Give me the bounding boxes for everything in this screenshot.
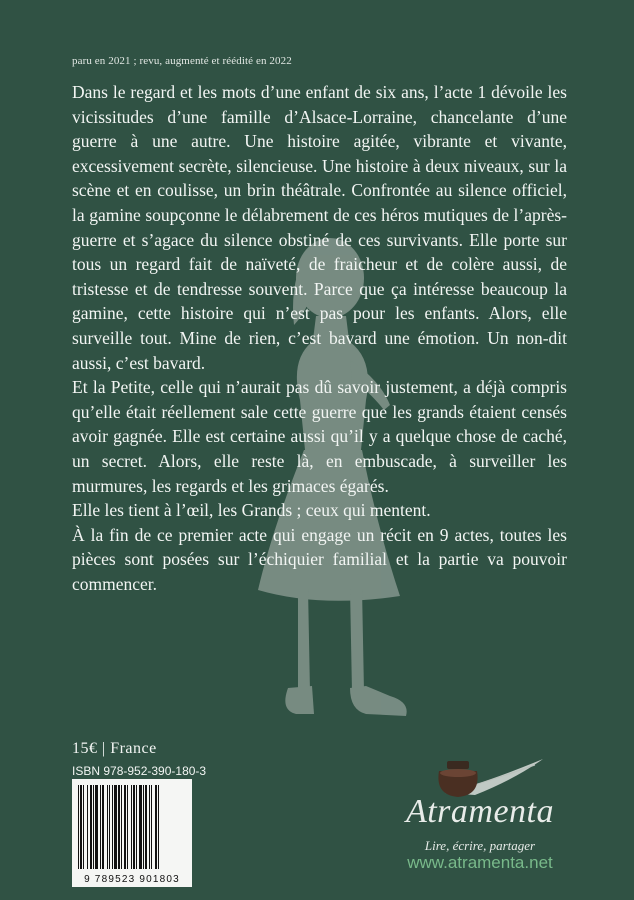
edition-note: paru en 2021 ; revu, augmenté et réédité en 2022 [72,55,292,67]
back-cover-blurb [72,80,567,596]
blurb-paragraph: Dans le regard et les mots d’une enfant de six ans, l’acte 1 dévoile les vicissitudes d’une famille d’Alsace-Lorraine, chancelante d’une guerre à une autre. Une histoire agitée, vibrante et vivante, excessivement secrète, silencieuse. Une histoire à deux niveaux, sur la scène et en coulisse, un brin théâtrale. Confrontée au silence officiel, la gamine soupçonne le délabrement de ces héros mutiques de l’après-guerre et s’agace du silence obstiné de ces survivants. Elle porte sur tous un regard fait de naïveté, de fraicheur et de colère aussi, de tristesse et de tendresse souvent. Parce que ça intéresse beaucoup la gamine, cette histoire qui n’est pas pour les enfants. Alors, elle surveille tout. Mine de rien, c’est bavard une émotion. Un non-dit aussi, c’est bavard. [72,82,567,373]
barcode-digits: 9 789523 901803 [84,874,180,885]
barcode [72,779,192,887]
barcode-icon [72,779,192,871]
price-label: 15€ | France [72,740,157,757]
publisher-name: Atramenta [405,793,555,830]
inkpot-quill-icon [415,745,545,800]
publisher-tagline: Lire, écrire, partager [424,838,536,853]
blurb-paragraph: Elle les tient à l’œil, les Grands ; ceux qui mentent. [72,500,431,521]
publisher-block [385,745,575,895]
blurb-paragraph: À la fin de ce premier acte qui engage un récit en 9 actes, toutes les pièces sont posées sur l’échiquier familial et la partie va pouvoir commencer. [72,524,567,594]
isbn-label: ISBN 978-952-390-180-3 [72,764,207,778]
blurb-paragraph: Et la Petite, celle qui n’aurait pas dû savoir justement, a déjà compris qu’elle était réellement sale cette guerre que les grands étaient censés avoir gagnée. Elle est certaine aussi qu’il y a quelque chose de caché, un secret. Alors, elle reste là, en embuscade, à surveiller les murmures, les regards et les grimaces égarés. [72,377,567,496]
publisher-website-link[interactable]: www.atramenta.net [407,853,553,872]
